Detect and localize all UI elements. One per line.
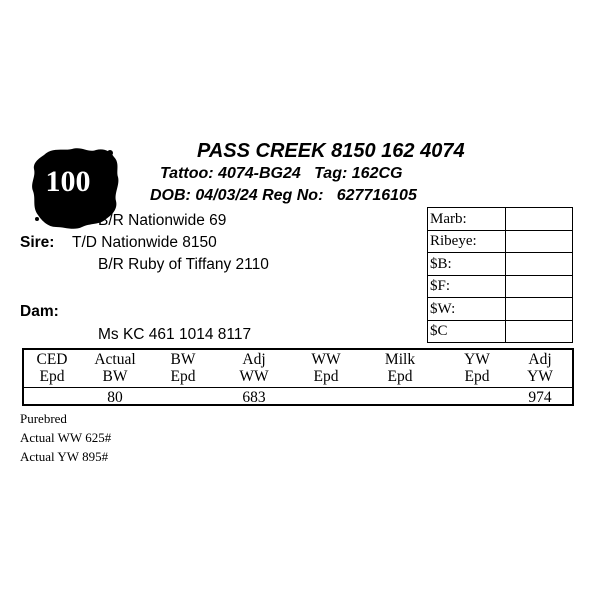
tag-label: Tag: <box>314 165 348 182</box>
epd-header-top: YW <box>464 351 490 368</box>
sire-dam: B/R Ruby of Tiffany 2110 <box>98 256 269 273</box>
dob-label: DOB: <box>150 187 191 204</box>
epd-value: 683 <box>242 389 266 406</box>
b-value <box>505 253 572 276</box>
tag-value: 162CG <box>351 165 403 182</box>
dam-name: Ms KC 461 1014 8117 <box>98 326 252 343</box>
f-value <box>505 275 572 298</box>
epd-header <box>298 351 354 385</box>
w-label: $W: <box>428 298 506 321</box>
w-value <box>505 298 572 321</box>
epd-header-top: Adj <box>242 351 266 368</box>
epd-header <box>155 351 211 385</box>
table-row <box>428 275 573 298</box>
epd-header-top: BW <box>170 351 196 368</box>
ribeye-value <box>505 230 572 253</box>
table-row <box>428 298 573 321</box>
epd-header-bottom: WW <box>239 368 269 385</box>
marb-label: Marb: <box>428 208 506 231</box>
reg-value: 627716105 <box>336 187 417 204</box>
f-label: $F: <box>428 275 506 298</box>
ribeye-label: Ribeye: <box>428 230 506 253</box>
table-row <box>428 208 573 231</box>
breed-note: Purebred <box>20 411 67 426</box>
epd-header <box>449 351 505 385</box>
epd-header-bottom: Epd <box>387 368 413 385</box>
sire-label: Sire: <box>20 234 55 251</box>
epd-header <box>226 351 282 385</box>
tattoo-label: Tattoo: <box>160 165 214 182</box>
actual-yw-note: Actual YW 895# <box>20 449 109 464</box>
epd-header-bottom: Epd <box>39 368 65 385</box>
epd-header-top: Adj <box>528 351 552 368</box>
dob-reg-line <box>150 186 417 206</box>
lot-number: 100 <box>45 165 91 198</box>
epd-header-bottom: YW <box>527 368 553 385</box>
tattoo-tag-line <box>160 164 402 184</box>
table-row <box>428 253 573 276</box>
c-label: $C <box>428 320 506 343</box>
sire-name: T/D Nationwide 8150 <box>72 234 217 251</box>
dob-value: 04/03/24 <box>195 187 258 204</box>
epd-header-top: Milk <box>384 351 416 368</box>
epd-value: 80 <box>107 389 123 406</box>
b-label: $B: <box>428 253 506 276</box>
marb-value <box>505 208 572 231</box>
epd-value: 974 <box>528 389 552 406</box>
epd-header-bottom: BW <box>102 368 128 385</box>
epd-table <box>22 348 574 406</box>
epd-header-bottom: Epd <box>313 368 339 385</box>
epd-divider <box>24 387 572 388</box>
epd-header-top: WW <box>311 351 341 368</box>
epd-header-top: Actual <box>94 351 136 368</box>
c-value <box>505 320 572 343</box>
actual-ww-note: Actual WW 625# <box>20 430 112 445</box>
reg-label: Reg No: <box>262 187 324 204</box>
epd-header <box>372 351 428 385</box>
epd-header <box>24 351 80 385</box>
epd-header <box>512 351 568 385</box>
table-row <box>428 320 573 343</box>
animal-name: PASS CREEK 8150 162 4074 <box>197 140 465 162</box>
epd-header <box>87 351 143 385</box>
carcass-table <box>427 207 573 343</box>
table-row <box>428 230 573 253</box>
sire-sire: B/R Nationwide 69 <box>98 212 227 229</box>
epd-header-bottom: Epd <box>464 368 490 385</box>
tattoo-value: 4074-BG24 <box>218 165 301 182</box>
dam-label: Dam: <box>20 303 59 320</box>
epd-header-bottom: Epd <box>170 368 196 385</box>
epd-header-top: CED <box>36 351 68 368</box>
